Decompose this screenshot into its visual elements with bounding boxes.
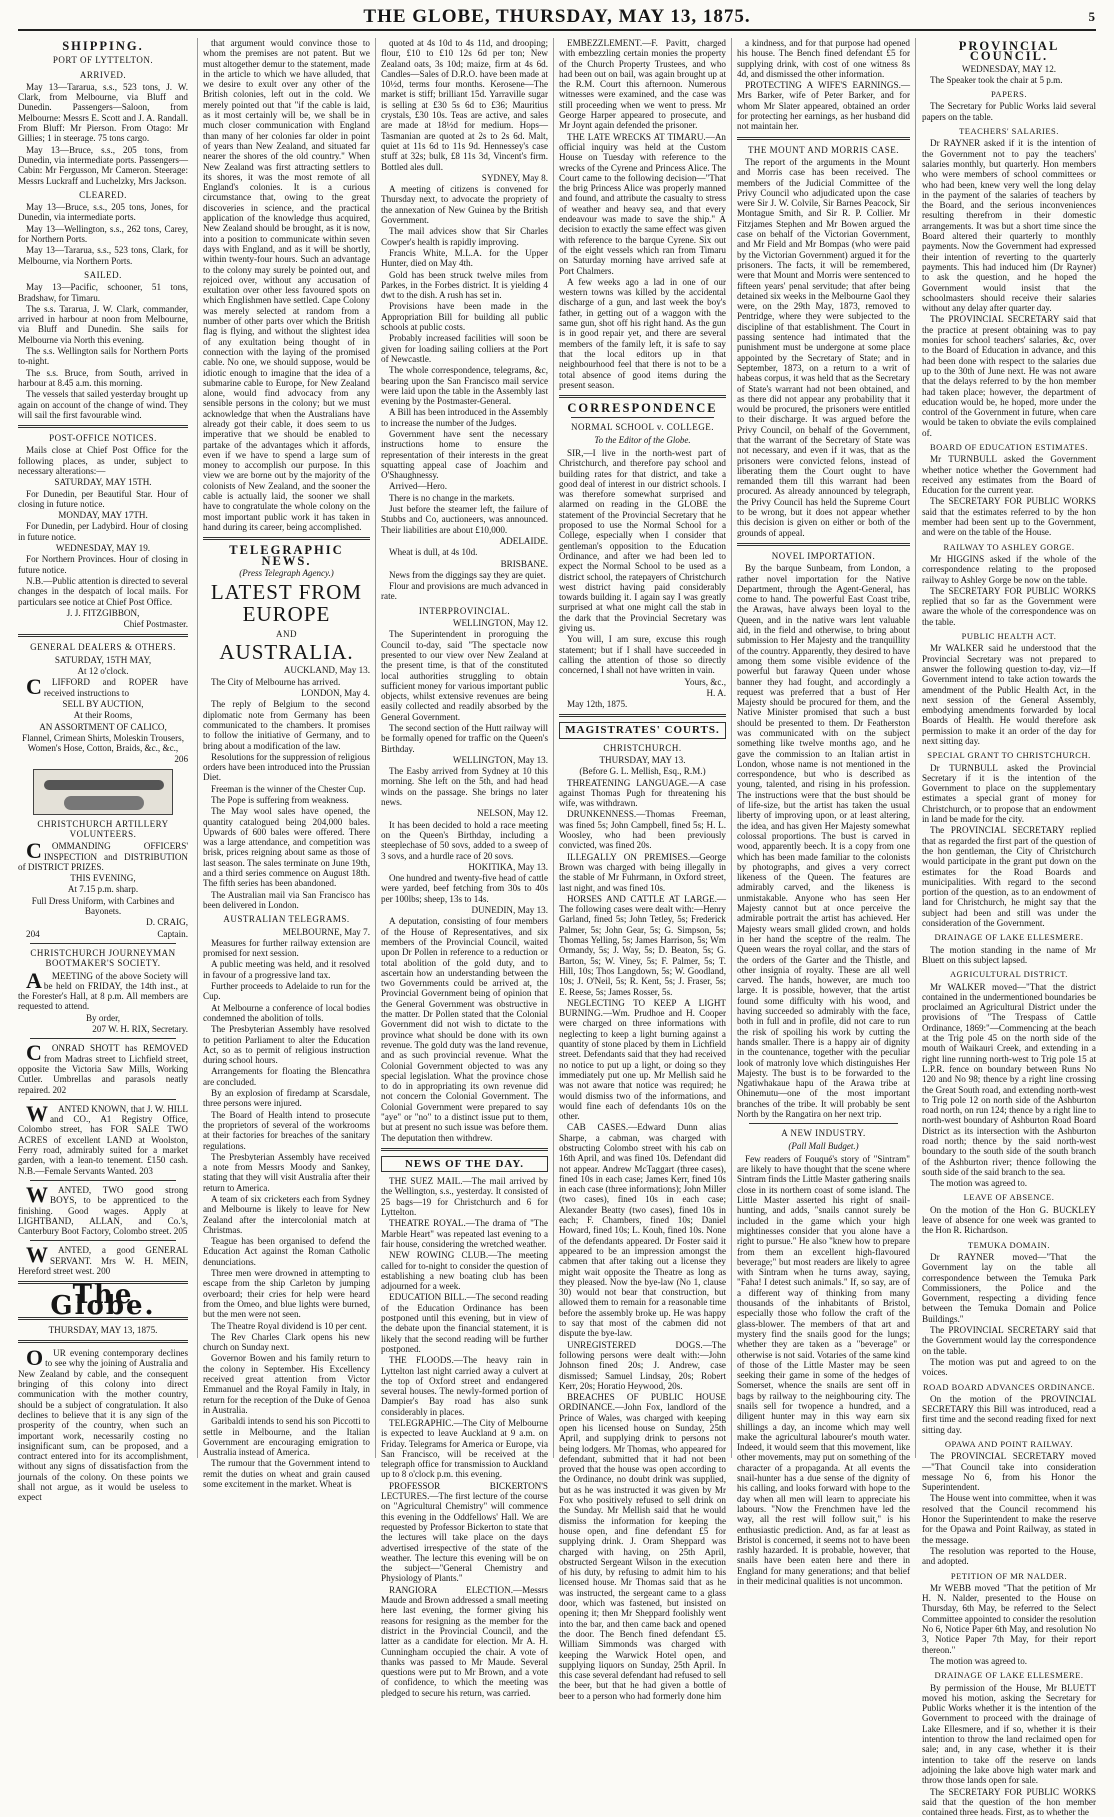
masthead-title: THE GLOBE, THURSDAY, MAY 13, 1875. <box>363 6 750 27</box>
news-para: quoted at 4s 10d to 4s 11d, and drooping; flour, £10 to £10 12s 6d per ton; New Zealand oats, 3s 10d; maize, firm at 4s 6d. Candles—Sales of D.R.O. have been made at 10½d, terms four months. Kerosene—The market is stiff; brilliant 15d. Yarraville sugar is selling at £30 5s 6d to £36; Mauritius crystals, £30 10s. Teas are active, and sales are made at 18½d for medium. Hops—Tasmanian are quoted at 2s to 2s 6d. Malt, quiet at 11s 6d to 11s 9d. Hennessey's case stuff at 32s; bulk, £8 11s 3d, Vincent's firm. Bottled ales dull. <box>381 38 548 172</box>
divider <box>30 1240 176 1241</box>
section-heading: BOARD OF EDUCATION ESTIMATES. <box>922 442 1096 452</box>
section-heading: LEAVE OF ABSENCE. <box>922 1192 1096 1202</box>
dealers-body <box>18 677 188 698</box>
news-para: The Board of Health intend to prosecute the proprietors of several of the workrooms at their factories for breaches of the sanitary regulations. <box>203 1110 370 1151</box>
telegraphic-heading: TELEGRAPHIC NEWS. <box>203 545 370 566</box>
novel-importation-heading: NOVEL IMPORTATION. <box>737 551 910 561</box>
court-case: DRUNKENNESS.—Thomas Freeman, was fined 5s; John Campbell, fined 5s; H. L. Woosley, who had been previously convicted, was fined 20s. <box>559 809 726 850</box>
news-para: Measures for further railway extension are promised for next session. <box>203 938 370 959</box>
globe-title: The Globe. <box>18 1290 188 1311</box>
po-item: For Dunedin, per Beautiful Star. Hour of closing in future notice. <box>18 489 188 510</box>
court-case: HORSES AND CATTLE AT LARGE.—The following cases were dealt with:—Henry Garland, fined 5s; John Tetley, 5s; Frederick Palmer, 5s; John Gear, 5s; G. Simpson, 5s; Thomas Yelling, 5s; James Harrison, 5s; Wm Ormandy, 5s; J. Way, 5s; D. Beaton, 5s; G. Barton, 5s; W. Viney, 5s; F. Palmer, 5s; T. Hill, 10s; Thos Langdown, 5s; W. Goodland, 10s; J. O'Neil, 5s; R. Kent, 5s; J. Fraser, 5s; E. Reese, 5s; James Rosser, 5s. <box>559 894 726 997</box>
council-para: Mr HIGGINS asked if the whole of the correspondence relating to the proposed railway to Ashley Gorge be now on the table. <box>922 554 1096 585</box>
council-para: Mr WEBB moved "That the petition of Mr H. N. Nalder, presented to the House on Thursday, 6th May, be referred to the Select Committee appointed to consider the resolution No 6, Notice Paper 6th May, and resolution No 3, Notice Paper 7th May, for their report thereon." <box>922 1583 1096 1655</box>
news-para: Gold has been struck twelve miles from Parkes, in the Forbes district. It is yielding 4 dwt to the dish. A rush has set in. <box>381 270 548 301</box>
court-case: NEGLECTING TO KEEP A LIGHT BURNING.—Wm. Prudhoe and H. Cooper were charged on three informations with neglecting to keep a light burning against a quantity of stone placed by them in Lichfield street. Defendants said that they had received no notice to put up a light, or doing so they immediately put one up. Mr Mellish said he was not aware that notice was required; he would dismiss two of the informations, and would fine each of defendants 10s on the other. <box>559 998 726 1122</box>
council-para: Dr TURNBULL asked the Provincial Secretary if it is the intention of the Government to place on the supplementary estimates a special grant of money for Christchurch, or to propose that an endowment in land be made for the city. <box>922 763 1096 825</box>
dateline: ADELAIDE. <box>381 536 548 546</box>
news-para: THE SUEZ MAIL.—The mail arrived by the Wellington, s.s., yesterday. It consisted of 25 bags—19 for Christchurch and 6 for Lyttelton. <box>381 1176 548 1217</box>
dealers-assortment: AN ASSORTMENT OF CALICO, <box>18 722 188 732</box>
news-para: RANGIORA ELECTION.—Messrs Maude and Brown addressed a small meeting here last evening, the former giving his reasons for resigning as the member for the district in the Provincial Council, and the latter as a candidate for election. Mr A. H. Cunningham occupied the chair. A vote of thanks was passed to Mr Maude. Several questions were put to Mr Brown, and a vote of confidence, to which the meeting was pledged to secure his return, was carried. <box>381 1585 548 1698</box>
divider <box>559 714 726 717</box>
court-case: BREACHES OF PUBLIC HOUSE ORDINANCE.—John Fox, landlord of the Prince of Wales, was charged with keeping open his licensed house on Sunday, 25th April, and supplying drink to persons not being lodgers. Mr Thomas, who appeared for defendant, submitted that it had not been proved that the house was open according to the Ordinance, no doubt drink was supplied, but as he was instructed it was given by Mr Fox who positively refused to sell drink on the Sunday. Mr Mellish said that he would dismiss the information for keeping the house open, and fine defendant £5 for supplying drink. J. Oram Sheppard was charged with having, on 25th April, obstructed Sergeant Wilson in the execution of his duty, by refusing to admit him to his licensed house. Mr Thomas said that as he was instructed, the sergeant came to a glass door, which was fastened, but insisted on opening it; then Mr Sheppard foolishly went into the bar, and then came back and opened the door. The Bench fined defendant £5. William Simmonds was charged with keeping the Warwick Hotel open, and supplying liquors on Sunday, 25th April. In this case several defendant had refused to sell the beer, but that he had given a bottle of beer to a person who had formerly done him <box>559 1392 726 1701</box>
correspondence-heading: CORRESPONDENCE <box>559 403 726 413</box>
council-para: Mr WALKER moved—"That the district contained in the undermentioned boundaries be proclaimed an Agricultural District under the provisions of "The Trespass of Cattle Ordinance, 1869:"—Commencing at the beach at the Trig pole 45 on the north side of the mouth of Waikauri Creek, and extending in a right line running north-west to Trig pole 15 at L.P.R. fence on boundary between Runs No 120 and No 98; thence by a right line crossing the Great South road, and extending north-west to Trig pole 12 on north side of the Ashburton road north, on run 124; thence by a right line to north-west boundary of Ashburton Road Board District as its intersection with the Ashburton road north; thence by the said north-west boundary to the south side of the south branch of the Ashburton river; thence following the south side of the said branch to the sea. <box>922 982 1096 1178</box>
column-1 <box>18 38 193 1458</box>
news-para: THE FLOODS.—The heavy rain in Lyttelton last night carried away a culvert at the top of Oxford street and endangered several houses. The newly-formed portion of Dampier's Bay road has also sunk considerably in places. <box>381 1355 548 1417</box>
news-para: THE LATE WRECKS AT TIMARU.—An official inquiry was held at the Custom House on Tuesday with reference to the wrecks of the Cyrene and Princess Alice. The Court came to the following decision—"That the brig Princess Alice was properly manned and found, and attribute the casualty to stress of weather and heavy sea, and that every endeavour was made to save the ship." A decision to exactly the same effect was given with reference to the barque Cyrene. Six out of the eight vessels which ran from Timaru on Saturday morning have arrived safe at Port Chalmers. <box>559 132 726 276</box>
council-para: Mr WALKER said he understood that the Provincial Secretary was not prepared to answer the following question to-day, viz—If Government intend to take action towards the amendment of the Public Health Act, in the next session of the General Assembly, embodying amendments forwarded by local Boards of Health. He would therefore ask permission to make it an order of the day for next sitting day. <box>922 643 1096 746</box>
dateline: NELSON, May 12. <box>381 808 548 818</box>
council-para: The motion was agreed to. <box>922 1178 1096 1188</box>
sailed-item: The s.s. Bruce, from South, arrived in harbour at 8.45 a.m. this morning. <box>18 368 188 389</box>
po-item: MONDAY, MAY 17TH. <box>18 510 188 520</box>
council-para: The PROVINCIAL SECRETARY said that the practice at present obtaining was to pay monies for school teachers' salaries, &c, over to the Board of Education in advance, and this had been done with respect to the salaries due up to the 30th of June next. He was not aware that the delays referred to by the hon member had taken place; however, the department of education would be, he hoped, more under the control of the Government in future, when care would be taken to obviate the evils complained of. <box>922 314 1096 438</box>
sailed-item: The s.s. Tararua, J. W. Clark, commander, arrived in harbour at noon from Melbourne, via Bluff and Dunedin. She sails for Melbourne via North this evening. <box>18 304 188 345</box>
news-para: Francis White, M.L.A. for the Upper Hunter, died on May 4th. <box>381 248 548 269</box>
news-para: A team of six cricketers each from Sydney and Melbourne is likely to leave for New Zealand after the intercolonial match at Christmas. <box>203 1194 370 1235</box>
council-para: The PROVINCIAL SECRETARY moved—"That Council take into consideration message No 6, from his Honor the Superintendent. <box>922 1451 1096 1492</box>
news-para: The Superintendent in proroguing the Council to-day, said "The spectacle now presented to our view over New Zealand at the present time, is that of the constituted local authorities struggling to obtain sufficient money for various important public objects, whilst extensive revenues are being easily collected and readily absorbed by the General Government. <box>381 629 548 722</box>
news-para: The Theatre Royal dividend is 10 per cent. <box>203 1321 370 1331</box>
classified-text: ANTED KNOWN, that J. W. HILL and CO., A1 Registry Office, Colombo street, has FOR SALE TWO ACRES of excellent LAND at Woolston, Ferry road, admirably suited for a market garden, with a lean-to tenement. £150 cash. N.B.—Female Servants Wanted. 203 <box>18 1104 188 1176</box>
news-para: Just before the steamer left, the failure of Stubbs and Co, auctioneers, was announced. Their liabilities are about £10,000. <box>381 504 548 535</box>
council-para: The Secretary for Public Works laid several papers on the table. <box>922 101 1096 122</box>
cleared-item: May 13—Wellington, s.s., 262 tons, Carey, for Northern Ports. <box>18 224 188 245</box>
interprovincial-heading: INTERPROVINCIAL. <box>381 606 548 616</box>
classified-text: ONRAD SHOTT has REMOVED from Madras street to Lichfield street, opposite the Victoria Saw Mills, Working Cutler. Umbrellas and parasols neatly repaired. 202 <box>18 1043 188 1094</box>
council-para: The SECRETARY FOR PUBLIC WORKS said that the question of the hon member contained three heads. First, as to whether the <box>922 1787 1096 1817</box>
section-heading: TEACHERS' SALARIES. <box>922 126 1096 136</box>
dateline: WELLINGTON, May 13. <box>381 755 548 765</box>
council-date: WEDNESDAY, MAY 12. <box>922 64 1096 74</box>
divider <box>737 543 910 546</box>
article-para: By the barque Sunbeam, from London, a rather novel importation for the Native Department, through the Agent-General, has come to hand. The powerful East Coast tribe, the Arawas, have always been loyal to the Queen, and in the native wars lent valuable aid, in the field and otherwise, to bring about submission to Her Majesty and the tranquillity of the country. Apparently, they desired to have among them some visible evidence of the powerful but faraway Queen under whose banner they had fought, and accordingly a request was preferred that a bust of Her Majesty should be procured for them, and the Native Minister promised that such a bust should be presented to them. Dr Featherston was communicated with on the subject something like twelve months ago, and he gave the commission to an Italian artist in London, whose name is not mentioned in the correspondence, but who is described as young, talented, and rising in his profession. The instructions were that the bust should be of life-size, but the artist has taken the usual liberty of improving upon, or at least altering, the idea, and has given Her Majesty somewhat colossal proportions. The bust is carved in wood, apparently beech. It is a copy from one which has been made familiar to the colonists by photographs, and gives a very correct likeness of the Queen. The features are admirably carved, and the likeness is unmistakable. Anyone who has seen Her Majesty cannot but at once perceive the admirable portrait the artist has achieved. Her Majesty wears small glided crown, and holds in her hand the sceptre of the realm. The Queen wears the royal collar, and the stars of the orders of the Garter and the Thistle, and other insignia of royalty. These are all well carved. The hands, however, are much too large. It is possible, however, that the artist found some difficulty with his wood, and having succeeded so admirably with the face, both in full and in profile, did not care to run the risk of spoiling his work by cutting the hands smaller. There is a happy air of dignity in the countenance, together with the peculiar look of matronly love which distinguishes Her Majesty. The bust is to be forwarded to the Ngatiwhakaue hapu of the Arawa tribe at Ohinemutu—one of the most important branches of the tribe. It will probably be sent North by the Rangatira on her next trip. <box>737 563 910 1119</box>
arrived-item: May 13—Bruce, s.s., 205 tons, from Dunedin, via intermediate ports. Passengers—Cabin: Mr Fergusson, Mr Cameron. Steerage: Messrs Luckraff and Luchelzky, Mrs Jackson. <box>18 145 188 186</box>
news-para: Teague has been organised to defend the Education Act against the Roman Catholic denunciations. <box>203 1236 370 1267</box>
artillery-evening: THIS EVENING, <box>18 873 188 883</box>
letter-signature: H. A. <box>559 688 726 698</box>
leader-text: UR evening contemporary declines to see why the joining of Australia and New Zealand by cable, and the consequent bringing of this colony into direct communication with the mother country, should be a subject of congratulation. It also declines to believe that it is any sign of the prosperity of the country, when such an important work, necessarily costing no insignificant sum, can be proposed, and a contract entered into for its accomplishment, without any signs of dissatisfaction from the journals of the colony. On these points we shall not argue, as it would be useless to expect <box>18 1348 188 1502</box>
classified-ad <box>18 1245 188 1276</box>
news-para: Resolutions for the suppression of religious orders have been introduced into the Prussian Diet. <box>203 752 370 783</box>
court-case: PROTECTING A WIFE'S EARNINGS.—Mrs Barker, wife of Peter Barker, and for whom Mr Slater appeared, obtained an order for protecting her earnings, as her husband did not maintain her. <box>737 80 910 131</box>
column-5 <box>731 38 915 1458</box>
news-para: News from the diggings say they are quiet. <box>381 570 548 580</box>
news-para: Arrangements for floating the Blencathra are concluded. <box>203 1066 370 1087</box>
divider <box>30 1099 176 1100</box>
news-para: The Australian mail via San Francisco has been delivered in London. <box>203 890 370 911</box>
section-heading: SPECIAL GRANT TO CHRISTCHURCH. <box>922 750 1096 760</box>
section-heading: DRAINAGE OF LAKE ELLESMERE. <box>922 932 1096 942</box>
divider <box>18 425 188 428</box>
po-item: WEDNESDAY, MAY 19. <box>18 543 188 553</box>
leader-article <box>18 1348 188 1502</box>
news-para: Arrived—Hero. <box>381 481 548 491</box>
article-para: Few readers of Fouqué's story of "Sintram" are likely to have thought that the scene where Sintram finds the Little Master gathering snails close in its northern coast of some island. The Little Master asserted his right of snail-hunting, and adds, "snails cannot surely be included in the game which your high mightinesses consider that you alone have a right to pursue." He also "knew how to prepare from them an excellent high-flavoured beverage;" but most readers are likely to agree with Sintram when he turns away, saying, "Faha! I detest such animals." If, so say, are of a different way of thinking from many thousands of the inhabitants of Bristol, especially those who follow the craft of the glass-blower. The members of that art and mystery find the snails good for the lungs; whether they are taken as a "beverage" or otherwise is not said. Votaries of the same kind of those of the Little Master may be seen seeking their game in some of the hedges of Somerset, whence the snails are sent off in bags by railway to the neighbouring city. The snails sell for twopence a hundred, and a diligent hunter may in this way earn six shillings a day, an income which may well make the agricultural labourer's mouth water. Indeed, it would seem that this movement, like other movements, may put on something of the character of a propaganda. At all events the snail-hunter has a due sense of the dignity of his calling, and looks forward with hope to the day when all men will learn to appreciate his labours. "Now the Frenchmen have led the way, all the rest will follow suit," is his enthusiastic prediction. And, as far at least as Bristol is concerned, it seems not to have been rashly hazarded. It is probable, however, that snails have been eaten here and there in England for many generations; and that belief in their medicinal qualities is not uncommon. <box>737 1154 910 1586</box>
article-para: The report of the arguments in the Mount and Morris case has been received. The members of the Judicial Committee of the Privy Council who adjudicated upon the case were Sir J. W. Colvile, Sir Barnes Peacock, Sir Montague Smith, and Sir R. P. Collier. Mr Fitzjames Stephen and Mr Bowen argued the case on behalf of the Victorian Government, and Mr Field and Mr Bompas (who were paid by the Victorian Government) argued it for the prisoners. The facts, it will be remembered, were that Mount and Morris were sentenced to fifteen years' penal servitude; that after being detained six weeks in the Melbourne Gaol they were, on the 29th May, 1873, removed to Pentridge, where they were subjected to the discipline of that establishment. The Court in passing sentence had intimated that the punishment must be undergone at some place appointed by the Secretary of State; and in September, 1873, on a return to a writ of habeas corpus, it was held that as the Secretary of State's warrant had not been obtained, and as there did not appear any probability that it would be procured, the prisoners were entitled to their discharge. It was argued before the Privy Council, on behalf of the Government, that the warrant of the Secretary of State was not necessary, and even if it was, that as the prisoners were convicted felons, instead of liberating them the Court ought to have remanded them till this warrant had been procured. As already announced by telegraph, the Privy Council has held the Supreme Court to be wrong, but it does not appear whether this decision is given on either or both of the grounds of appeal. <box>737 157 910 538</box>
court-case: a kindness, and for that purpose had opened his house. The Bench fined defendant £5 for supplying drink, with cost of one witness 8s 4d, and dismissed the other information. <box>737 38 910 79</box>
globe-date: THURSDAY, MAY 13, 1875. <box>18 1325 188 1335</box>
news-para: THEATRE ROYAL.—The drama of "The Marble Heart" was repeated last evening to a fair house, considering the wretched weather. <box>381 1218 548 1249</box>
news-para: A meeting of citizens is convened for Thursday next, to advocate the propriety of the annexation of New Guinea by the British Government. <box>381 184 548 225</box>
shipping-heading: SHIPPING. <box>18 41 188 51</box>
council-para: The House went into committee, when it was resolved that the Council recommend his Honor the Superintendent to make the reserve for the Opawa and Point Railway, as stated in the message. <box>922 1493 1096 1544</box>
telegraphic-agency: (Press Telegraph Agency.) <box>203 568 370 578</box>
column-4 <box>553 38 731 1458</box>
council-para: Mr TURNBULL asked the Government whether notice whether the Government had received any estimates from the Board of Education for the current year. <box>922 454 1096 495</box>
po-signature: J. J. FITZGIBBON, <box>18 608 188 618</box>
section-heading: RAILWAY TO ASHLEY GORGE. <box>922 542 1096 552</box>
bootmaker-signature: 207 W. H. RIX, Secretary. <box>18 1024 188 1034</box>
australia-heading: AUSTRALIA. <box>203 641 370 663</box>
classified-text: ANTED, TWO good strong BOYS, to be apprenticed to the finishing. Good wages. Apply at LIGHTBAND, ALLAN, and Co.'s, Canterbury Boot Factory, Colombo street. 205 <box>18 1185 188 1236</box>
news-para: The Presbyterian Assembly have resolved to petition Parliament to alter the Education Act, so as to permit of religious instruction during school hours. <box>203 1024 370 1065</box>
news-para: It has been decided to hold a race meeting on the Queen's Birthday, including a steeplechase of 50 sovs, added to a sweep of 3 sovs, and a hurdle race of 20 sovs. <box>381 820 548 861</box>
news-para: Further proceeds to Adelaide to run for the Cup. <box>203 981 370 1002</box>
council-para: Dr RAYNER asked if it is the intention of the Government not to pay the teachers' salaries monthly, but quarterly. Hon members who were members of school committees or who had been, knew very well the long delay in the payment of the salaries of teachers by the Board, and the serious inconveniences resulting therefrom in their domestic arrangements. It was but a short time since the Board altered their quarterly to monthly payments. Now the Government had expressed their intention of reverting to the quarterly payments. This had induced him (Dr Rayner) to ask the question, and he hoped the Government would insist that the schoolmasters should receive their salaries without any delay after quarter day. <box>922 138 1096 313</box>
bootmaker-heading: CHRISTCHURCH JOURNEYMAN BOOTMAKER'S SOCIETY. <box>18 948 188 969</box>
council-para: The motion standing in the name of Mr Bluett on this subject lapsed. <box>922 945 1096 966</box>
news-para: Freeman is the winner of the Chester Cup. <box>203 784 370 794</box>
artillery-signature: D. CRAIG, <box>18 917 188 927</box>
news-para: EDUCATION BILL.—The second reading of the Education Ordinance has been postponed until this evening, but in view of the debate upon the financial statement, it is likely that the second reading will be further postponed. <box>381 1292 548 1354</box>
news-para: One hundred and twenty-five head of cattle were yarded, beef fetching from 30s to 40s per 100lbs; sheep, 13s to 14s. <box>381 873 548 904</box>
po-item: For Dunedin, per Ladybird. Hour of closing in future notice. <box>18 521 188 542</box>
dealers-text: LIFFORD and ROPER have received instructions to <box>44 677 188 697</box>
drop-cap: O <box>18 1348 43 1367</box>
arrived-item: May 13—Tararua, s.s., 523 tons, J. W. Clark, from Melbourne, via Bluff and Dunedin. Passengers—Saloon, from Melbourne: Messrs E. Scott and J. A. Randall. From Bluff: Mr Pierson. From Otago: Mr Gillies; 1 in steerage. 75 tons cargo. <box>18 82 188 144</box>
dateline: HOKITIKA, May 13. <box>381 862 548 872</box>
news-para: The City of Melbourne has arrived. <box>203 677 370 687</box>
letter-date: May 12th, 1875. <box>559 699 726 709</box>
divider <box>30 1038 176 1039</box>
news-para: Government have sent the necessary instructions home to ensure the representation of their interests in the great squatting appeal case of Joachim and O'Shaughnessy. <box>381 429 548 480</box>
dateline: LONDON, May 4. <box>203 688 370 698</box>
news-para: A Bill has been introduced in the Assembly to increase the number of the Judges. <box>381 407 548 428</box>
drop-cap: W <box>18 1245 48 1264</box>
divider <box>18 634 188 637</box>
section-heading: TEMUKA DOMAIN. <box>922 1240 1096 1250</box>
council-para: The PROVINCIAL SECRETARY said that the Government would lay the correspondence on the table. <box>922 1325 1096 1356</box>
post-office-heading: POST-OFFICE NOTICES. <box>18 433 188 443</box>
column-6 <box>915 38 1096 1458</box>
council-para: Dr RAYNER moved—"That the Government lay on the table all correspondence between the Temuka Park Commissioners, the Police and the Government, respecting a dividing fence between the Temuka Domain and Police Buildings." <box>922 1252 1096 1324</box>
dealers-items: Flannel, Crimean Shirts, Moleskin Trousers, Women's Hose, Cotton, Braids, &c., &c., <box>18 733 188 754</box>
artillery-time: At 7.15 p.m. sharp. <box>18 884 188 894</box>
letter-para: You will, I am sure, excuse this rough statement; but if I shall have succeeded in calling the attention of those so directly concerned, I shall not have written in vain. <box>559 634 726 675</box>
drop-cap: C <box>18 677 42 696</box>
correspondence-title: NORMAL SCHOOL v. COLLEGE. <box>559 422 726 432</box>
magistrates-before: (Before G. L. Mellish, Esq., R.M.) <box>559 766 726 776</box>
news-para: There is no change in the markets. <box>381 493 548 503</box>
divider <box>571 417 714 418</box>
cleared-heading: CLEARED. <box>18 190 188 200</box>
news-para: The Pope is suffering from weakness. <box>203 795 370 805</box>
page-number: 5 <box>1089 5 1097 29</box>
council-para: On the motion of the PROVINCIAL SECRETARY this Bill was introduced, read a first time and the second reading fixed for next sitting day. <box>922 1394 1096 1435</box>
magistrates-heading: MAGISTRATES' COURTS. <box>559 722 726 738</box>
dealers-time: At 12 o'clock. <box>18 666 188 676</box>
leader-continued: that argument would convince those to whom the premises are not patent. But we must altogether demur to the statement, made in the article to which we have alluded, that we desire to exult over any other of the British colonies, left out in the cold. We merely pointed out that "if the cable is laid, as it most certainly will be, we shall be in much closer communication with England than many of her colonies far older in point of years than New Zealand, and situated far nearer the shores of the old country." When New Zealand was first attracting settlers to its shores, it was the most remote of all England's colonies. It is a curious circumstance that, owing to the great discoveries in science, and the practical application of the knowledge thus acquired, New Zealand should be brought, as it is now, into a position to communicate within seven days with England, and as it will be shortly, within twenty-four hours. Such an advantage to the colony may surely be pointed out, and rejoiced over, without any accusation of exultation over other less favoured spots on which Englishmen have settled. Cape Colony was merely selected at random from a number of other parts over which the British flag is flying, and without the slightest idea of any exultation being thought of in connection with the laying of the promised cable. No one, we should suppose, would be idiotic enough to imagine that the idea of a submarine cable to Europe, for New Zealand alone, would find advocacy from any sensible persons in the colony; but we must acknowledge that when the Australians have already got their cable, it does seem to us imperative that we should be enabled to partake of the advantages which it affords, even if we have to spend a large sum of money to accomplish our purpose. In this view we are borne out by the majority of the colonists of New Zealand, and the sooner the cable is actually laid, the sooner we shall have to congratulate the whole colony on the most important public work it has taken in hand during its career, being accomplished. <box>203 38 370 532</box>
divider <box>30 943 176 944</box>
news-para: The second section of the Hutt railway will be formally opened for traffic on the Queen's Birthday. <box>381 723 548 754</box>
council-para: The Speaker took the chair at 5 p.m. <box>922 75 1096 85</box>
news-para: NEW ROWING CLUB.—The meeting called for to-night to consider the question of establishing a new boating club has been adjourned for a week. <box>381 1250 548 1291</box>
latest-europe-heading: LATEST FROM EUROPE <box>203 581 370 625</box>
dateline: BRISBANE. <box>381 559 548 569</box>
artillery-body <box>18 841 188 872</box>
magistrates-date: THURSDAY, MAY 13. <box>559 755 726 765</box>
section-heading: AGRICULTURAL DISTRICT. <box>922 969 1096 979</box>
bootmaker-by: By order, <box>18 1013 188 1023</box>
council-para: The SECRETARY FOR PUBLIC WORKS said that the estimates referred to by the hon member had been sent up to the Government, and were on the table of the House. <box>922 496 1096 537</box>
council-para: The motion was put and agreed to on the voices. <box>922 1357 1096 1378</box>
council-para: The motion was agreed to. <box>922 1656 1096 1666</box>
divider <box>18 1340 188 1343</box>
council-para: By permission of the House, Mr BLUETT moved his motion, asking the Secretary for Public Works whether it is the intention of the Government to proceed with the drainage of Lake Ellesmere, and if so, whether it is their intention to throw the land reclaimed open for sale; and, in any case, whether it is their intention to take off the reserve on lands adjoining the lake above high water mark and throw those lands open for sale. <box>922 1683 1096 1786</box>
po-item: N.B.—Public attention is directed to several changes in the despatch of local mails. For particulars see notice at Chief Post Office. <box>18 576 188 607</box>
dateline: DUNEDIN, May 13. <box>381 905 548 915</box>
artillery-rank: Captain. <box>149 929 188 939</box>
news-para: Provisions have been made in the Appropriation Bill for building all public schools at public costs. <box>381 301 548 332</box>
news-para: The rumour that the Government intend to remit the duties on wheat and grain caused some excitement in the market. Wheat is <box>203 1458 370 1489</box>
classified-ad <box>18 1104 188 1176</box>
newspaper-columns <box>18 38 1096 1458</box>
ad-number: 206 <box>18 754 188 764</box>
dateline: MELBOURNE, May 7. <box>203 927 370 937</box>
divider <box>559 395 726 398</box>
dateline: AUCKLAND, May 13. <box>203 665 370 675</box>
po-item: SATURDAY, MAY 15TH. <box>18 477 188 487</box>
news-para: The whole correspondence, telegrams, &c, bearing upon the San Francisco mail service were laid upon the table in the Assembly last evening by the Postmaster-General. <box>381 365 548 406</box>
news-para: The Easby arrived from Sydney at 10 this morning. She left on the 5th, and had head winds on the passage. She brings no later news. <box>381 766 548 807</box>
new-industry-heading: A NEW INDUSTRY. <box>737 1128 910 1138</box>
drop-cap: A <box>18 971 42 990</box>
artillery-dress: Full Dress Uniform, with Carbines and Bayonets. <box>18 896 188 917</box>
council-para: On the motion of the Hon G. BUCKLEY leave of absence for one week was granted to the Hon R. Richardson. <box>922 1205 1096 1236</box>
classified-text: ANTED, a good GENERAL SERVANT. Mrs W. H. MEIN, Hereford street west. 200 <box>18 1245 188 1276</box>
news-para: EMBEZZLEMENT.—F. Pavitt, charged with embezzling certain monies the property of the Church Property Trustees, and who had been out on bail, was again brought up at the R.M. Court this afternoon. Numerous witnesses were examined, and the case was still proceeding when we went to press. Mr George Harper appeared to prosecute, and Mr Joynt again defended the prisoner. <box>559 38 726 131</box>
dealers-rooms: At their Rooms, <box>18 710 188 720</box>
section-heading: DRAINAGE OF LAKE ELLESMERE. <box>922 1670 1096 1680</box>
sailed-item: The s.s. Wellington sails for Northern Ports to-night. <box>18 346 188 367</box>
news-para: Flour and provisions are much advanced in rate. <box>381 581 548 602</box>
port-heading: PORT OF LYTTELTON. <box>18 55 188 65</box>
provincial-council-heading: PROVINCIAL COUNCIL. <box>922 41 1096 62</box>
section-heading: ROAD BOARD ADVANCES ORDINANCE. <box>922 1382 1096 1392</box>
dealers-date: SATURDAY, 15TH MAY, <box>18 655 188 665</box>
news-para: Garibaldi intends to send his son Piccotti to settle in Melbourne, and the Italian Government are encouraging emigration to Australia instead of America. <box>203 1416 370 1457</box>
po-item: Mails close at Chief Post Office for the following places, as under, subject to necessary alterations:— <box>18 445 188 476</box>
new-industry-source: (Pall Mall Budget.) <box>737 1141 910 1151</box>
morris-case-heading: THE MOUNT AND MORRIS CASE. <box>737 145 910 155</box>
artillery-text: OMMANDING OFFICERS' INSPECTION and DISTRIBUTION of DISTRICT PRIZES. <box>18 841 188 872</box>
news-para: A few weeks ago a lad in one of our western towns was killed by the accidental discharge of a gun, and last week the boy's father, in getting out of a waggon with the same gun, shot off his right hand. As the gun is in good repair yet, and there are several members of the family left, it is safe to say that the local editors up in that neighbourhood feel that there is not to be a total absence of good items during the present season. <box>559 277 726 390</box>
news-para: At Melbourne a conference of local bodies condemned the abolition of tolls. <box>203 1003 370 1024</box>
drop-cap: W <box>18 1185 48 1204</box>
australian-telegrams-heading: AUSTRALIAN TELEGRAMS. <box>203 914 370 924</box>
court-case: THREATENING LANGUAGE.—A case against Thomas Pugh for threatening his wife, was withdrawn. <box>559 778 726 809</box>
letter-para: SIR,—I live in the north-west part of Christchurch, and therefore pay school and building rates for that district, and take a good deal of interest in our district schools. I was therefore somewhat surprised and alarmed on reading in the GLOBE the statement of the Provincial Secretary that he proposed to use the Normal School for a College, especially when I consider that gentleman's opposition to the Education Ordinance, and after we had been led to expect the Normal School to be used as a district school, the ratepayers of Christchurch west district having paid considerably towards building it. I again say I was greatly surprised at what one might call the stab in the dark that the Provincial Secretary was giving us. <box>559 448 726 633</box>
news-para: The Presbyterian Assembly have received a note from Messrs Moody and Sankey, stating that they will visit Australia after their return to America. <box>203 1152 370 1193</box>
cleared-item: May 13—Tararua, s.s., 523 tons, Clark, for Melbourne, via Northern Ports. <box>18 245 188 266</box>
court-case: UNREGISTERED DOGS.—The following persons were dealt with:—John Johnson fined 20s; J. Andrew, case dismissed; Samuel Lindsay, 20s; Robert Kerr, 20s; Horatio Heywood, 20s. <box>559 1340 726 1391</box>
dealers-sell: SELL BY AUCTION, <box>18 699 188 709</box>
sailed-item: The vessels that sailed yesterday brought up again on account of the change of wind. They will sail the first favourable wind. <box>18 389 188 420</box>
cleared-item: May 13—Bruce, s.s., 205 tons, Jones, for Dunedin, via intermediate ports. <box>18 202 188 223</box>
news-para: By an explosion of firedamp at Scarsdale, three persons were injured. <box>203 1088 370 1109</box>
news-para: PROFESSOR BICKERTON'S LECTURES.—The first lecture of the course on "Agricultural Chemistry" will commence this evening in the Oddfellows' Hall. We are requested by Professor Bickerton to state that the lectures will take place on the days advertised irrespective of the state of the weather. The lecture this evening will be on the subject—"General Chemistry and Physiology of Plants." <box>381 1481 548 1584</box>
dateline: SYDNEY, May 8. <box>381 173 548 183</box>
council-para: The SECRETARY FOR PUBLIC WORKS replied that so far as the Government were aware the whole of the correspondence was on the table. <box>922 586 1096 627</box>
column-3 <box>375 38 553 1458</box>
artillery-heading: CHRISTCHURCH ARTILLERY VOLUNTEERS. <box>18 819 188 840</box>
ad-number: 204 <box>26 929 40 939</box>
news-para: A public meeting was held, and it resolved in favour of a progressive land tax. <box>203 959 370 980</box>
classified-ad <box>18 1185 188 1236</box>
sailed-heading: SAILED. <box>18 270 188 280</box>
news-para: The May wool sales have opened, the quantity catalogued being 204,000 bales. Upwards of 600 bales were offered. There was a large attendance, and competition was brisk, prices reigning about same as those of last season. The sales terminate on June 19th, and a third series commence on August 18th. The fifth series has been abandoned. <box>203 806 370 888</box>
news-para: Governor Bowen and his family return to the colony in September. His Excellency received great attention from Victor Emmanuel and the Royal Family in Italy, in return for the reception of the Duke of Genoa in Australia. <box>203 1353 370 1415</box>
court-case: ILLEGALLY ON PREMISES.—George Brown was charged with being illegally in the stable of Mr Fuhrmann, in Oxford street, last night, and was fined 10s. <box>559 852 726 893</box>
section-heading: PAPERS. <box>922 89 1096 99</box>
letter-signoff: Yours, &c., <box>559 677 726 687</box>
news-para: Wheat is dull, at 4s 10d. <box>381 547 548 557</box>
dateline: WELLINGTON, May 12. <box>381 618 548 628</box>
po-signature-title: Chief Postmaster. <box>18 619 188 629</box>
divider <box>749 1123 898 1124</box>
artillery-footer <box>18 929 188 939</box>
news-para: The Rev Charles Clark opens his new church on Sunday next. <box>203 1332 370 1353</box>
council-para: The PROVINCIAL SECRETARY replied that as regarded the first part of the question of the hon gentleman, the City of Christchurch would participate in the grant put down on the estimates for the Road Boards and municipalities. With regard to the second portion of the question, as to an endowment of land for Christchurch, he might say that the subject had been and still was under the consideration of the Government. <box>922 825 1096 928</box>
classified-ad <box>18 1043 188 1094</box>
column-2 <box>197 38 375 1458</box>
news-para: The reply of Belgium to the second diplomatic note from Germany has been communicated to the chambers. It promises to follow the initiative of Germany, and to bring about a modification of the law. <box>203 699 370 750</box>
and-label: AND <box>203 629 370 639</box>
divider <box>381 1148 548 1151</box>
drop-cap: C <box>18 1043 42 1062</box>
news-para: Probably increased facilities will soon be given for loading sailing colliers at the Port of Newcastle. <box>381 333 548 364</box>
correspondence-to: To the Editor of the Globe. <box>559 435 726 445</box>
bootmaker-body <box>18 971 188 1012</box>
council-para: The resolution was reported to the House, and adopted. <box>922 1546 1096 1567</box>
drop-cap: C <box>18 841 42 860</box>
news-para: The mail advices show that Sir Charles Cowper's health is rapidly improving. <box>381 226 548 247</box>
drop-cap: W <box>18 1104 48 1123</box>
section-heading: PETITION OF MR NALDER. <box>922 1571 1096 1581</box>
royal-arms-illustration <box>33 769 173 815</box>
news-para: TELEGRAPHIC.—The City of Melbourne is expected to leave Auckland at 9 a.m. on Friday. Telegrams for America or Europe, via San Francisco, will be received at the telegraph office for transmission to Auckland up to 8 o'clock p.m. this evening. <box>381 1418 548 1480</box>
sailed-item: May 13—Pacific, schooner, 51 tons, Bradshaw, for Timaru. <box>18 282 188 303</box>
news-para: A deputation, consisting of four members of the House of Representatives, and six members of the Provincial Council, waited upon Dr Pollen in reference to a reduction or total abolition of the gold duty, and to ascertain how an understanding between the two Governments could be arrived at, the Provincial Government being of opinion that the General Government was obstructive in the matter. Dr Pollen stated that the Colonial Government did not wish to dictate to the province what should be done with its own revenue. The gold duty was the land revenue, and as such provincial revenue. What the Colonial Government objected to was any special legislation. What the province chose to do in appropriating its own revenue did not concern the Colonial Government. The Colonial Government were prepared to say "aye" or "no" to a distinct issue put to them, but at present no such issue was before them. The deputation then withdrew. <box>381 916 548 1143</box>
arrived-heading: ARRIVED. <box>18 70 188 80</box>
section-heading: OPAWA AND POINT RAILWAY. <box>922 1439 1096 1449</box>
court-case: CAB CASES.—Edward Dunn alias Sharpe, a cabman, was charged with obstructing Colombo street with his cab on 16th April, and was fined 10s. Defendant did not appear. Andrew McTaggart (three cases), fined 10s in each case; James Kerr, fined 10s in each case (three informations); John Miller (two cases), fined 10s in each case; Alexander Beatty (two cases), fined 10s in each; F. Chambers, fined 10s; Daniel Howard, fined 10s; L. Kouh, fined 10s. None of the defendants appeared. Dr Foster said it appeared to be an impression amongst the cabmen that after taking out a license they might wait opposite the Theatre as long as they pleased. Now the bye-law (No 1, clause 30) would not bear that construction, but allowed them to remain for a reasonable time before the assembly broke up. He was happy to say that most of the cabmen did not dispute the bye-law. <box>559 1122 726 1338</box>
bootmaker-text: MEETING of the above Society will be held on FRIDAY, the 14th inst., at the Forester's Hall, at 8 p.m. All members are requested to attend. <box>18 971 188 1012</box>
po-item: For Northern Provinces. Hour of closing in future notice. <box>18 554 188 575</box>
masthead <box>18 5 1096 31</box>
news-of-day-heading: NEWS OF THE DAY. <box>381 1156 548 1172</box>
divider <box>737 137 910 140</box>
news-para: Three men were drowned in attempting to escape from the ship Carleton by jumping overboard; their cries for help were heard from the Omeo, and blue lights were burned, but the men were not seen. <box>203 1268 370 1319</box>
dealers-heading: GENERAL DEALERS & OTHERS. <box>18 642 188 652</box>
section-heading: PUBLIC HEALTH ACT. <box>922 631 1096 641</box>
divider <box>30 1180 176 1181</box>
magistrates-place: CHRISTCHURCH. <box>559 743 726 753</box>
divider <box>203 537 370 540</box>
